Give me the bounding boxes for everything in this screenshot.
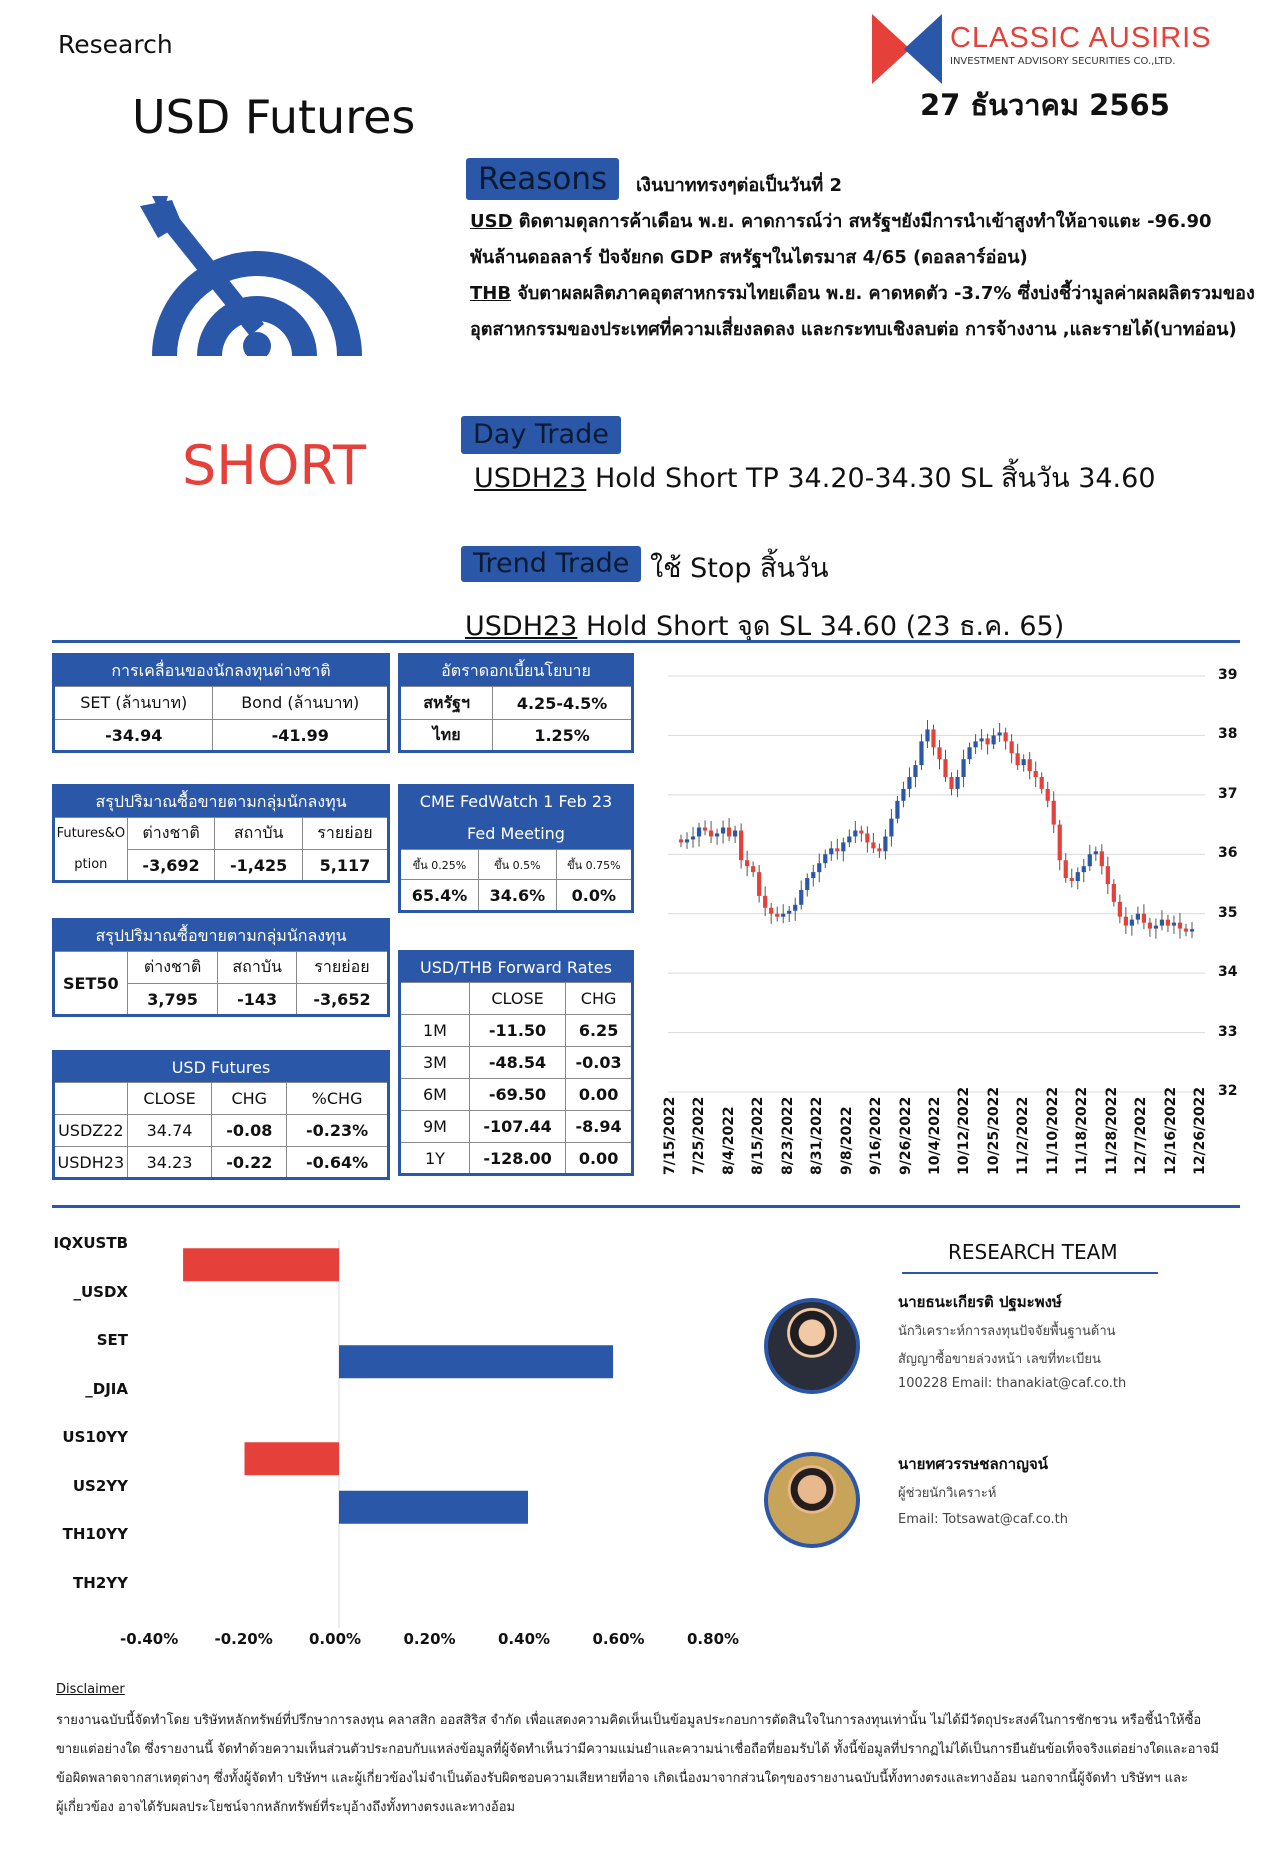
candle-body (901, 789, 905, 801)
candle-body (889, 819, 893, 837)
bar-x-tick-label: -0.40% (120, 1630, 179, 1648)
futures-row-label-1: Futures&O (54, 818, 128, 850)
x-tick-label: 12/26/2022 (1192, 1086, 1208, 1175)
usd-futures-symbol: USDZ22 (54, 1115, 128, 1147)
set50-h1: ต่างชาติ (127, 952, 218, 984)
candle-body (853, 831, 857, 837)
candle-body (1040, 777, 1044, 789)
candle-body (721, 828, 725, 834)
forward-tenor: 1M (400, 1015, 470, 1047)
forward-close: -69.50 (469, 1079, 565, 1111)
candle-body (931, 729, 935, 747)
trend-trade-note: ใช้ Stop สิ้นวัน (650, 553, 829, 584)
candle-body (992, 735, 996, 744)
candle-body (1124, 917, 1128, 926)
trend-trade-text: Hold Short จุด SL 34.60 (23 ธ.ค. 65) (577, 611, 1065, 642)
bar-category-label: TH2YY (73, 1573, 128, 1592)
candle-body (865, 833, 869, 842)
fedwatch-h3: ขึ้น 0.75% (556, 850, 632, 880)
candle-body (1082, 866, 1086, 872)
x-tick-label: 12/7/2022 (1133, 1096, 1150, 1175)
usd-futures-symbol: USDH23 (54, 1147, 128, 1179)
avatar (764, 1298, 860, 1394)
bar-category-label: _USDX (73, 1282, 128, 1301)
candle-body (949, 777, 953, 789)
candle-body (841, 842, 845, 851)
fedwatch-title-2: Fed Meeting (467, 824, 565, 843)
forward-chg: 6.25 (566, 1015, 633, 1047)
candle-body (679, 839, 683, 842)
fedwatch-v2: 34.6% (479, 880, 557, 912)
x-tick-label: 8/15/2022 (750, 1096, 767, 1175)
forward-rates-title: USD/THB Forward Rates (400, 952, 633, 983)
candle-body (1094, 851, 1098, 854)
bar-x-tick-label: 0.40% (498, 1630, 551, 1648)
x-tick-label: 9/26/2022 (897, 1096, 914, 1175)
forward-tenor: 3M (400, 1047, 470, 1079)
futures-h2: สถาบัน (215, 818, 302, 850)
x-tick-label: 7/25/2022 (691, 1096, 708, 1175)
candle-body (1070, 878, 1074, 881)
bar (339, 1345, 613, 1378)
candle-body (907, 777, 911, 789)
candle-body (685, 839, 689, 842)
candle-body (943, 759, 947, 777)
candle-body (871, 842, 875, 848)
fedwatch-title-1: CME FedWatch 1 Feb 23 (419, 792, 613, 811)
trend-trade-tag: Trend Trade (461, 546, 641, 582)
bar-x-tick-label: 0.20% (403, 1630, 456, 1648)
usd-futures-close: 34.23 (127, 1147, 212, 1179)
bar-category-label: TH10YY (62, 1525, 128, 1544)
fedwatch-v1: 65.4% (400, 880, 479, 912)
thb-label: THB (470, 283, 512, 304)
col-set: SET (ล้านบาท) (54, 687, 213, 720)
research-team-title: RESEARCH TEAM (948, 1240, 1118, 1264)
candle-body (757, 872, 761, 896)
trend-trade-symbol: USDH23 (465, 611, 578, 642)
rate-th-label: ไทย (400, 720, 493, 752)
futures-flow-title: สรุปปริมาณซื้อขายตามกลุ่มนักลงทุน (54, 786, 389, 818)
candle-body (1034, 771, 1038, 777)
fedwatch-h1: ขึ้น 0.25% (400, 850, 479, 880)
reasons-tag: Reasons (466, 158, 619, 200)
set50-v2: -143 (218, 984, 296, 1016)
forward-chg: 0.00 (566, 1143, 633, 1175)
usd-futures-pct: -0.64% (287, 1147, 389, 1179)
futures-v3: 5,117 (302, 850, 388, 882)
candle-body (823, 854, 827, 863)
x-tick-label: 8/23/2022 (779, 1096, 796, 1175)
set50-row-label: SET50 (54, 952, 128, 1016)
analyst-2-role: ผู้ช่วยนักวิเคราะห์ (898, 1486, 997, 1501)
candle-body (745, 860, 749, 866)
candle-body (1154, 926, 1158, 929)
candle-body (751, 866, 755, 872)
y-tick-label: 39 (1218, 667, 1238, 683)
candle-body (895, 801, 899, 819)
candle-body (955, 777, 959, 789)
forward-tenor: 1Y (400, 1143, 470, 1175)
candle-body (1004, 732, 1008, 741)
candle-body (1178, 923, 1182, 929)
x-tick-label: 7/15/2022 (662, 1096, 678, 1175)
day-trade-text: Hold Short TP 34.20-34.30 SL สิ้นวัน 34.60 (586, 463, 1156, 494)
analyst-2-name: นายทศวรรษชลกาญจน์ (898, 1455, 1048, 1473)
candle-body (1190, 929, 1194, 931)
candle-body (1160, 920, 1164, 926)
candle-body (1010, 741, 1014, 753)
disclaimer-line: ขายแต่อย่างใด ซึ่งรายงานนี้ จัดทำด้วยความเห็นส่วนตัวประกอบกับแหล่งข้อมูลที่ผู้จัดทำเห็นว่ามีความแม่นยำและความน่าเชื่อถือที่ยอมรับได้ ทั้งนี้ข้อมูลที่ปรากฏไม่ได้เป็นการยืนยันข้อเท็จจริงแต่อย่างใดและอาจมี (56, 1742, 1219, 1757)
y-tick-label: 32 (1218, 1083, 1238, 1099)
candle-body (925, 729, 929, 741)
futures-h1: ต่างชาติ (127, 818, 215, 850)
candle-body (781, 914, 785, 917)
candle-body (847, 836, 851, 842)
candle-body (1088, 854, 1092, 866)
reasons-headline: เงินบาททรงๆต่อเป็นวันที่ 2 (636, 175, 843, 196)
y-tick-label: 38 (1218, 726, 1238, 743)
bar (339, 1491, 528, 1524)
analyst-2-contact: Email: Totsawat@caf.co.th (898, 1512, 1069, 1527)
bar-category-label: IQXUSTB (53, 1234, 128, 1253)
thb-text-1: จับตาผลผลิตภาคอุตสาหกรรมไทยเดือน พ.ย. คาดหดตัว -3.7% ซึ่งบ่งชี้ว่ามูลค่าผลผลิตรวมของ (511, 283, 1255, 304)
analyst-1-role-1: นักวิเคราะห์การลงทุนปัจจัยพื้นฐานด้าน (898, 1324, 1116, 1339)
report-date: 27 ธันวาคม 2565 (920, 88, 1170, 122)
usd-futures-close: 34.74 (127, 1115, 212, 1147)
forward-close: -128.00 (469, 1143, 565, 1175)
candle-body (1064, 860, 1068, 878)
usd-label: USD (470, 211, 513, 232)
candle-body (1166, 920, 1170, 926)
candle-body (709, 831, 713, 837)
candle-body (817, 863, 821, 872)
x-tick-label: 11/2/2022 (1015, 1096, 1032, 1175)
candle-body (835, 848, 839, 851)
rate-us-value: 4.25-4.5% (493, 687, 633, 720)
candle-body (1106, 866, 1110, 884)
usd-futures-pct: -0.23% (287, 1115, 389, 1147)
page-title: USD Futures (132, 90, 416, 144)
fedwatch-h2: ขึ้น 0.5% (479, 850, 557, 880)
candle-body (859, 831, 863, 834)
foreign-flow-title: การเคลื่อนของนักลงทุนต่างชาติ (54, 655, 389, 687)
brand-subtitle: INVESTMENT ADVISORY SECURITIES CO.,LTD. (950, 56, 1176, 67)
candle-body (1142, 914, 1146, 923)
x-tick-label: 9/8/2022 (838, 1106, 855, 1175)
forward-chg: 0.00 (566, 1079, 633, 1111)
bar-category-label: US10YY (62, 1428, 128, 1447)
futures-h3: รายย่อย (302, 818, 388, 850)
candle-body (1118, 902, 1122, 917)
x-tick-label: 12/16/2022 (1162, 1086, 1179, 1175)
forward-h-chg: CHG (566, 983, 633, 1015)
candle-body (787, 911, 791, 914)
usd-futures-h-close: CLOSE (127, 1083, 212, 1115)
value-bond: -41.99 (213, 720, 389, 752)
fedwatch-v3: 0.0% (556, 880, 632, 912)
candle-body (883, 836, 887, 851)
usd-text-2: พันล้านดอลลาร์ ปัจจัยกด GDP สหรัฐฯในไตรมาส 4/65 (ดอลลาร์อ่อน) (470, 247, 1028, 268)
y-tick-label: 34 (1218, 964, 1238, 981)
candle-body (913, 765, 917, 777)
y-tick-label: 35 (1218, 904, 1238, 921)
disclaimer-line: ผู้เกี่ยวข้อง อาจได้รับผลประโยชน์จากหลักทรัพย์ที่ระบุอ้างถึงทั้งทางตรงและทางอ้อม (56, 1800, 516, 1815)
candle-body (1112, 884, 1116, 902)
candle-body (967, 747, 971, 759)
set50-h2: สถาบัน (218, 952, 296, 984)
forward-tenor: 9M (400, 1111, 470, 1143)
candle-body (937, 747, 941, 759)
bar-x-tick-label: 0.60% (592, 1630, 645, 1648)
candle-body (877, 848, 881, 851)
signal-label: SHORT (182, 434, 366, 497)
usd-futures-h-chg: CHG (212, 1083, 287, 1115)
forward-chg: -8.94 (566, 1111, 633, 1143)
candle-body (998, 732, 1002, 735)
candle-body (979, 738, 983, 741)
futures-row-label-2: ption (54, 850, 128, 882)
candle-body (961, 759, 965, 777)
disclaimer-line: ข้อผิดพลาดจากสาเหตุต่างๆ ซึ่งทั้งผู้จัดทำ บริษัทฯ และผู้เกี่ยวข้องไม่จำเป็นต้องรับผิดชอบความเสียหายที่อาจ เกิดเนื่องมาจากส่วนใดๆของรายงานฉบับนี้ทั้งทางตรงและทางอ้อม นอกจากนี้ผู้จัดทำ บริษัทฯ และ (56, 1771, 1188, 1786)
forward-h-close: CLOSE (469, 983, 565, 1015)
x-tick-label: 11/10/2022 (1044, 1086, 1061, 1175)
x-tick-label: 8/4/2022 (720, 1106, 737, 1175)
candle-body (769, 908, 773, 914)
candle-body (1052, 801, 1056, 825)
day-trade-tag: Day Trade (461, 416, 621, 454)
bar (183, 1248, 339, 1281)
forward-close: -107.44 (469, 1111, 565, 1143)
candle-body (1100, 851, 1104, 866)
candle-body (715, 833, 719, 836)
bar-x-tick-label: 0.80% (687, 1630, 740, 1648)
candle-body (805, 878, 809, 890)
rate-us-label: สหรัฐฯ (400, 687, 493, 720)
usd-futures-chg: -0.22 (212, 1147, 287, 1179)
set50-v3: -3,652 (296, 984, 388, 1016)
y-tick-label: 33 (1218, 1023, 1238, 1040)
rate-th-value: 1.25% (493, 720, 633, 752)
research-label: Research (58, 30, 173, 59)
candle-body (1148, 923, 1152, 929)
candle-body (811, 872, 815, 878)
policy-rate-title: อัตราดอกเบี้ยนโยบาย (400, 655, 633, 687)
futures-v2: -1,425 (215, 850, 302, 882)
y-tick-label: 37 (1218, 785, 1238, 802)
forward-close: -11.50 (469, 1015, 565, 1047)
x-tick-label: 9/16/2022 (868, 1096, 885, 1175)
candle-body (973, 741, 977, 747)
candle-body (1022, 759, 1026, 765)
candle-body (727, 828, 731, 837)
bar-category-label: US2YY (72, 1476, 128, 1495)
candle-body (1130, 920, 1134, 926)
x-tick-label: 8/31/2022 (809, 1096, 826, 1175)
candle-body (691, 836, 695, 839)
candle-body (703, 828, 707, 831)
usd-futures-chg: -0.08 (212, 1115, 287, 1147)
usd-futures-h-pct: %CHG (287, 1083, 389, 1115)
candle-body (799, 890, 803, 905)
bar (245, 1442, 340, 1475)
candle-body (1046, 789, 1050, 801)
analyst-1-role-2: สัญญาซื้อขายล่วงหน้า เลขที่ทะเบียน (898, 1352, 1101, 1367)
y-tick-label: 36 (1218, 845, 1238, 862)
set50-v1: 3,795 (127, 984, 218, 1016)
candle-body (1136, 914, 1140, 920)
x-tick-label: 11/18/2022 (1074, 1086, 1091, 1175)
candle-body (1184, 929, 1188, 932)
avatar (764, 1452, 860, 1548)
analyst-1-name: นายธนะเกียรติ ปฐมะพงษ์ (898, 1293, 1062, 1311)
candle-body (919, 741, 923, 765)
bar-x-tick-label: 0.00% (309, 1630, 362, 1648)
candle-body (763, 896, 767, 908)
bar-x-tick-label: -0.20% (214, 1630, 273, 1648)
candle-body (1028, 759, 1032, 771)
candle-body (985, 738, 989, 744)
candle-body (1076, 872, 1080, 881)
brand-name: CLASSIC AUSIRIS (950, 22, 1212, 54)
x-tick-label: 10/12/2022 (956, 1086, 973, 1175)
candle-body (829, 848, 833, 854)
candle-body (775, 914, 779, 917)
research-team-underline (902, 1272, 1158, 1274)
x-tick-label: 11/28/2022 (1103, 1086, 1120, 1175)
candle-body (1172, 923, 1176, 926)
usd-futures-title: USD Futures (54, 1052, 389, 1083)
bar-category-label: SET (96, 1331, 128, 1350)
set50-flow-title: สรุปปริมาณซื้อขายตามกลุ่มนักลงทุน (54, 920, 389, 952)
disclaimer-line: รายงานฉบับนี้จัดทำโดย บริษัทหลักทรัพย์ที่ปรึกษาการลงทุน คลาสสิก ออสสิริส จำกัด เพื่อแสดงความคิดเห็นเป็นข้อมูลประกอบการตัดสินใจในการลงทุนเท่านั้น ไม่ได้มีวัตถุประสงค์ในการชักชวน หรือชี้นำให้ซื้อ (56, 1713, 1202, 1728)
thb-text-2: อุตสาหกรรมของประเทศที่ความเสี่ยงลดลง และกระทบเชิงลบต่อ การจ้างงาน ,และรายได้(บาทอ่อน) (470, 319, 1237, 340)
set50-h3: รายย่อย (296, 952, 388, 984)
x-tick-label: 10/4/2022 (927, 1096, 943, 1175)
forward-tenor: 6M (400, 1079, 470, 1111)
x-tick-label: 10/25/2022 (985, 1086, 1002, 1175)
candle-body (739, 831, 743, 861)
candle-body (697, 828, 701, 837)
futures-v1: -3,692 (127, 850, 215, 882)
usd-text-1: ติดตามดุลการค้าเดือน พ.ย. คาดการณ์ว่า สหรัฐฯยังมีการนำเข้าสูงทำให้อาจแตะ -96.90 (512, 211, 1212, 232)
candle-body (1058, 825, 1062, 861)
forward-close: -48.54 (469, 1047, 565, 1079)
candle-body (793, 905, 797, 911)
analyst-1-contact: 100228 Email: thanakiat@caf.co.th (898, 1376, 1127, 1391)
forward-chg: -0.03 (566, 1047, 633, 1079)
disclaimer-title: Disclaimer (56, 1682, 125, 1697)
candle-body (733, 831, 737, 837)
candle-body (1016, 753, 1020, 765)
value-set: -34.94 (54, 720, 213, 752)
day-trade-symbol: USDH23 (474, 463, 587, 494)
col-bond: Bond (ล้านบาท) (213, 687, 389, 720)
bar-category-label: _DJIA (85, 1379, 128, 1398)
